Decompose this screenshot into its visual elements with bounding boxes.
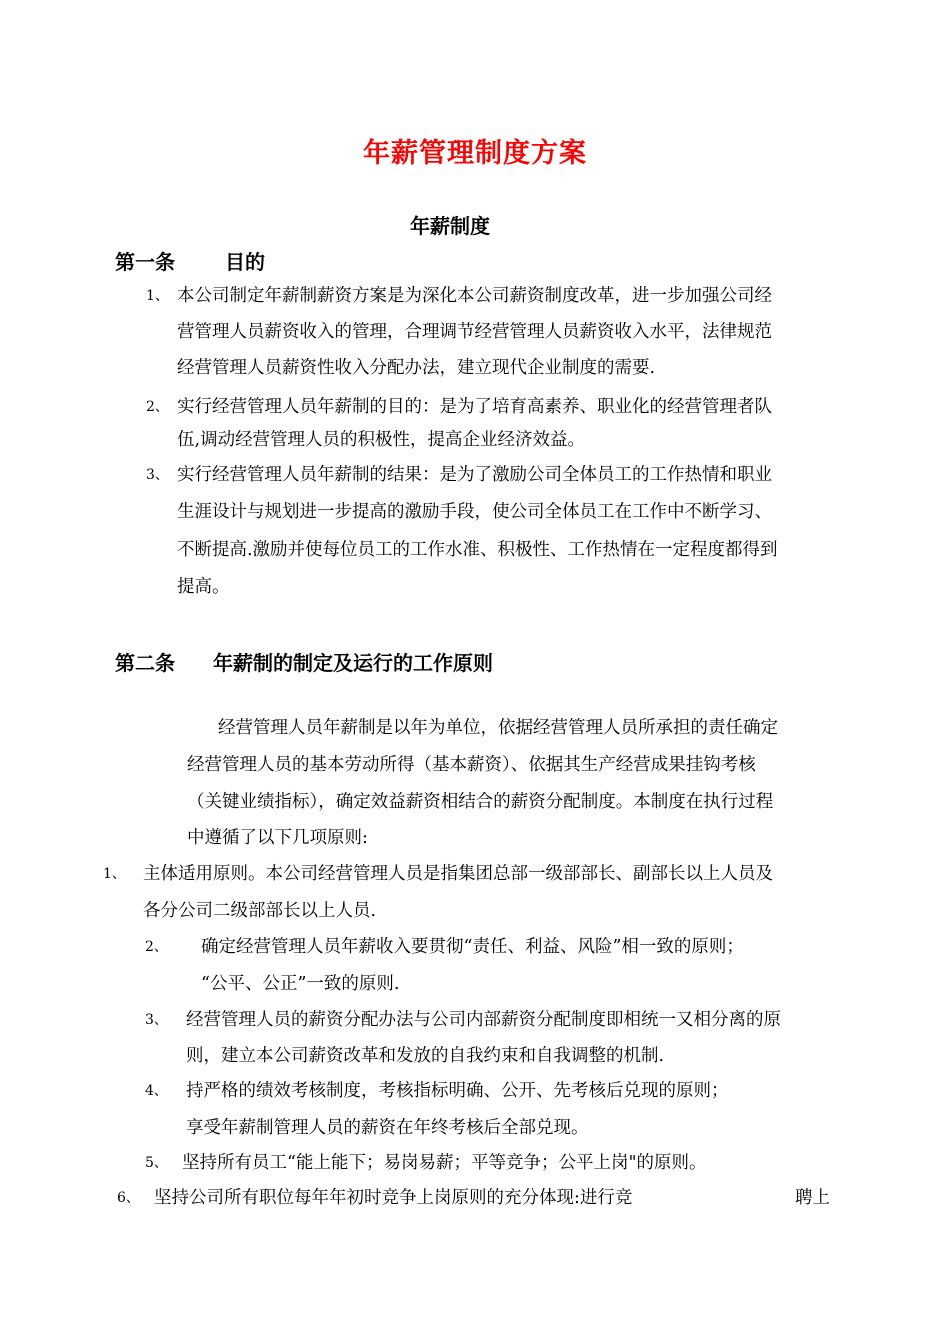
article1-item3-line1: 实行经营管理人员年薪制的结果：是为了激励公司全体员工的工作热情和职业: [177, 465, 772, 485]
document-title: 年薪管理制度方案: [363, 138, 587, 169]
article1-item2-line2: 伍,调动经营管理人员的积极性，提高企业经济效益。: [177, 430, 586, 450]
article2-label: 第二条: [115, 651, 175, 675]
article2-item4-line2: 享受年薪制管理人员的薪资在年终考核后全部兑现。: [186, 1118, 589, 1138]
article1-heading: 目的: [225, 250, 265, 274]
article2-intro-line1: 经营管理人员年薪制是以年为单位，依据经营管理人员所承担的责任确定: [218, 718, 778, 738]
article2-item3-number: 3、: [145, 1012, 168, 1028]
article2-item1-number: 1、: [103, 866, 126, 882]
article2-item3-line2: 则，建立本公司薪资改革和发放的自我约束和自我调整的机制.: [186, 1046, 665, 1066]
article2-item2-line1: 确定经营管理人员年薪收入要贯彻“责任、利益、风险”相一致的原则；: [201, 937, 744, 957]
article2-item2-line2: “公平、公正”一致的原则.: [201, 974, 400, 994]
article2-item4-number: 4、: [145, 1083, 168, 1099]
article1-item1-line1: 本公司制定年薪制薪资方案是为深化本公司薪资制度改革，进一步加强公司经: [177, 286, 772, 306]
article1-label: 第一条: [115, 250, 175, 274]
article2-intro-line4: 中遵循了以下几项原则:: [187, 828, 368, 848]
article1-item1-line2: 营管理人员薪资收入的管理，合理调节经营管理人员薪资收入水平，法律规范: [177, 322, 772, 342]
article2-heading: 年薪制的制定及运行的工作原则: [213, 651, 493, 675]
article2-item6-line1-tail: 聘上: [795, 1188, 830, 1208]
article2-intro-line3: （关键业绩指标），确定效益薪资相结合的薪资分配制度。本制度在执行过程: [187, 792, 774, 812]
article1-item3-line3: 不断提高.激励并使每位员工的工作水准、积极性、工作热情在一定程度都得到: [177, 540, 778, 560]
article1-item2-number: 2、: [146, 399, 169, 415]
article2-item1-line1: 主体适用原则。本公司经营管理人员是指集团总部一级部部长、副部长以上人员及: [143, 864, 773, 884]
article1-item1-number: 1、: [146, 288, 169, 304]
article1-item3-line4: 提高。: [177, 577, 230, 597]
article2-item5-line1: 坚持所有员工“能上能下；易岗易薪；平等竞争；公平上岗"的原则。: [182, 1153, 707, 1173]
article1-item2-line1: 实行经营管理人员年薪制的目的：是为了培育高素养、职业化的经营管理者队: [177, 397, 772, 417]
article1-item3-line2: 生涯设计与规划进一步提高的激励手段，使公司全体员工在工作中不断学习、: [177, 502, 772, 522]
article2-item1-line2: 各分公司二级部部长以上人员.: [143, 901, 377, 921]
article2-intro-line2: 经营管理人员的基本劳动所得（基本薪资）、依据其生产经营成果挂钩考核: [187, 755, 756, 775]
article2-item4-line1: 持严格的绩效考核制度，考核指标明确、公开、先考核后兑现的原则；: [186, 1081, 729, 1101]
article2-item2-number: 2、: [145, 939, 168, 955]
article2-item6-line1: 坚持公司所有职位每年年初时竞争上岗原则的充分体现:进行竞: [154, 1188, 633, 1208]
article2-item6-number: 6、: [117, 1190, 140, 1206]
article2-item5-number: 5、: [145, 1155, 168, 1171]
article1-item1-line3: 经营管理人员薪资性收入分配办法，建立现代企业制度的需要.: [177, 358, 656, 378]
article2-item3-line1: 经营管理人员的薪资分配办法与公司内部薪资分配制度即相统一又相分离的原: [186, 1010, 781, 1030]
article1-item3-number: 3、: [146, 467, 169, 483]
document-subtitle: 年薪制度: [410, 214, 490, 238]
